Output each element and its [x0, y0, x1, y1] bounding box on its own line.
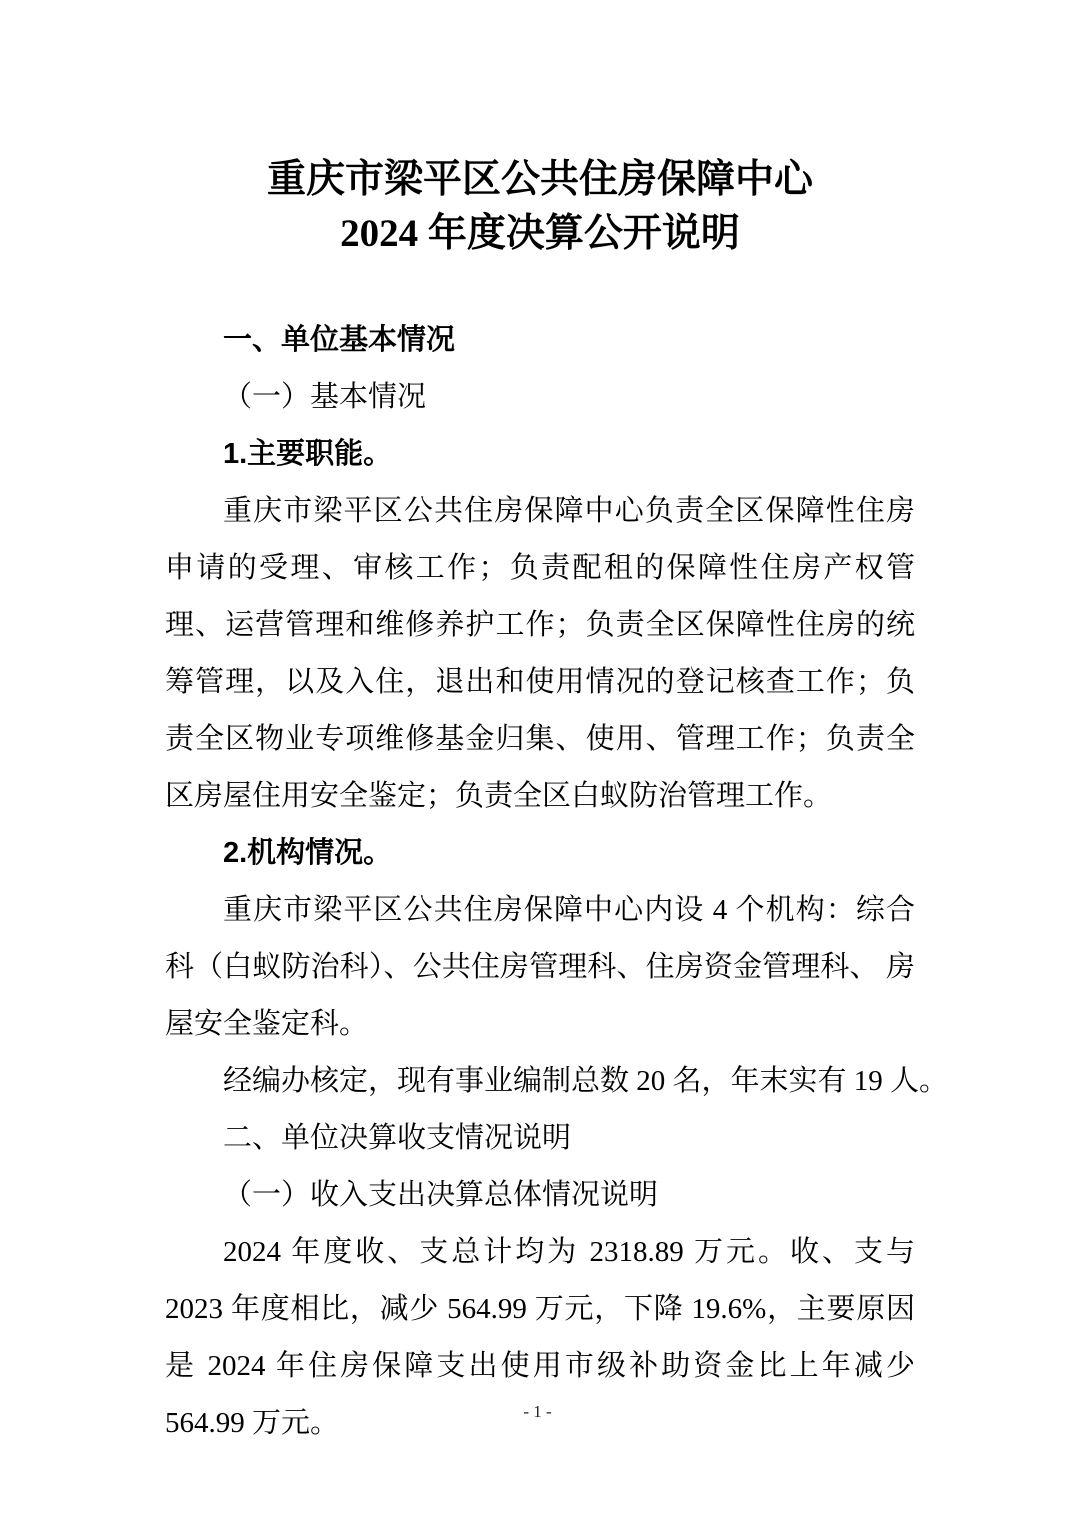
heading-org-structure: 2.机构情况。: [223, 837, 393, 869]
heading-income-expense-overview: （一）收入支出决算总体情况说明: [223, 1179, 659, 1211]
paragraph-main-functions: 重庆市梁平区公共住房保障中心负责全区保障性住房申请的受理、审核工作；负责配租的保障性住房产权管理、运营管理和维修养护工作；负责全区保障性住房的统筹管理，以及入住，退出和使用情况的登记核查工作；负责全区物业专项维修基金归集、使用、管理工作；负责全区房屋住用安全鉴定；负责全区白蚁防治管理工作。: [165, 495, 915, 812]
document-title-line1: 重庆市梁平区公共住房保障中心: [266, 158, 813, 201]
document-title-line2: 2024 年度决算公开说明: [340, 212, 740, 255]
heading-unit-basic-info: 一、单位基本情况: [223, 324, 456, 356]
paragraph-org-structure: 重庆市梁平区公共住房保障中心内设 4 个机构：综合科（白蚁防治科）、公共住房管理科、住房资金管理科、 房屋安全鉴定科。: [165, 894, 915, 1040]
heading-basic-info: （一）基本情况: [223, 381, 427, 413]
heading-main-functions: 1.主要职能。: [223, 438, 393, 470]
paragraph-staffing: 经编办核定，现有事业编制总数 20 名，年末实有 19 人。: [223, 1065, 949, 1097]
paragraph-budget-totals: 2024 年度收、支总计均为 2318.89 万元。收、支与 2023 年度相比，减少 564.99 万元，下降 19.6%，主要原因是 2024 年住房保障支出使用市级补助资金比上年减少 564.99 万元。: [165, 1236, 915, 1439]
document-title: [165, 153, 915, 261]
page-number: - 1 -: [523, 1402, 552, 1421]
document-body: [165, 312, 949, 1452]
heading-budget-overview: 二、单位决算收支情况说明: [223, 1122, 572, 1154]
